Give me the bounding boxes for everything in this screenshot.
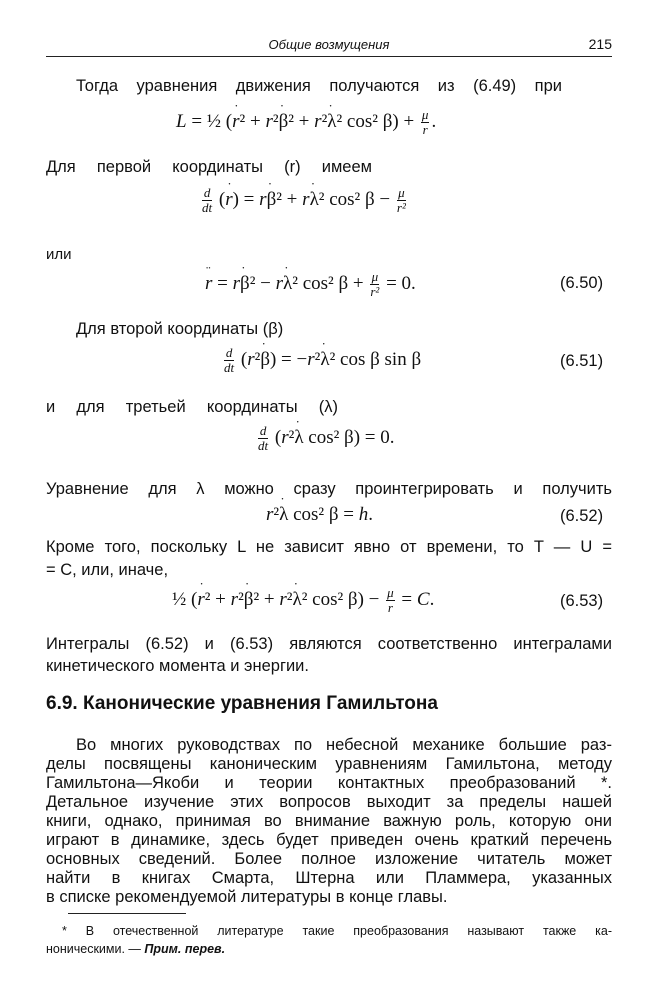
page-header <box>46 34 612 57</box>
section-title: Канонические уравнения Гамильтона <box>82 693 438 714</box>
text-line-6: Уравнение для λ можно сразу проинтегрировать и получить <box>46 480 612 498</box>
text-line-2: Для первой координаты (r) имеем <box>46 158 372 176</box>
equation-number-6-51: (6.51) <box>560 352 604 370</box>
paragraph-line: в списке рекомендуемой литературы в конце главы. <box>46 888 448 906</box>
equation-6-52: r²λ ˙ cos² β = h. <box>266 504 373 526</box>
equation-6-53: ½ (r ˙² + r²β ˙² + r²λ ˙² cos² β) − $\frac{\mu}{r}$ = C. <box>172 586 434 615</box>
paragraph-line: Во многих руководствах по небесной механике большие раз- <box>76 736 612 754</box>
equation-first-coordinate: $\frac{d}{dt}$ (r ˙) = rβ ˙² + rλ ˙² cos² β − $\frac{\mu}{\text{r²}}$ <box>200 186 408 215</box>
equation-number-6-52: (6.52) <box>560 507 604 525</box>
equation-third-coordinate: $\frac{d}{dt}$ (r²λ ˙ cos² β) = 0. <box>256 424 395 453</box>
footnote-text: ноническими. — <box>46 942 141 956</box>
text-line-8: = C, или, иначе, <box>46 561 169 579</box>
paragraph-line: играют в динамике, здесь будет приведен очень краткий перечень <box>46 831 612 849</box>
text-line-7: Кроме того, поскольку L не зависит явно от времени, то T — U = <box>46 538 612 556</box>
footnote-line-1: * В отечественной литературе такие преобразования называют также ка- <box>62 924 612 938</box>
section-heading <box>46 693 438 715</box>
footnote-translator-note: Прим. перев. <box>144 942 226 956</box>
section-number: 6.9. <box>46 693 78 714</box>
text-line-1: Тогда уравнения движения получаются из (6.49) при <box>76 77 562 95</box>
page-number: 215 <box>588 36 612 52</box>
equation-number-6-50: (6.50) <box>560 274 604 292</box>
text-line-9: Интегралы (6.52) и (6.53) являются соответственно интегралами <box>46 635 612 653</box>
footnote-divider <box>68 913 186 914</box>
paragraph-line: найти в книгах Смарта, Штерна или Пламмера, указанных <box>46 869 612 887</box>
equation-number-6-53: (6.53) <box>560 592 604 610</box>
equation-6-50: r ¨ = rβ ˙² − rλ ˙² cos² β + $\frac{\mu}{\text{r²}}$ = 0. <box>205 270 416 299</box>
paragraph-line: Детальное изучение этих вопросов выходит за пределы нашей <box>46 793 612 811</box>
paragraph-line: Гамильтона—Якоби и теории контактных преобразований *. <box>46 774 612 792</box>
text-line-5: и для третьей координаты (λ) <box>46 398 338 416</box>
equation-lagrangian: L = ½ (r ˙² + r²β ˙² + r²λ ˙² cos² β) + $\frac{\mu}{r}$ . <box>176 108 436 137</box>
paragraph-line: книги, однако, принимая во внимание важную роль, которую они <box>46 812 612 830</box>
footnote-line-2 <box>46 942 225 956</box>
paragraph-line: делы посвящены каноническим уравнениям Гамильтона, методу <box>46 755 612 773</box>
text-line-10: кинетического момента и энергии. <box>46 657 309 675</box>
paragraph-line: основных сведений. Более полное изложение читатель может <box>46 850 612 868</box>
text-line-4: Для второй координаты (β) <box>76 320 284 338</box>
text-line-3: или <box>46 246 72 263</box>
equation-6-51: $\frac{d}{dt}$ (r²β ˙) = −r²λ ˙² cos β sin β <box>222 346 421 375</box>
running-title: Общие возмущения <box>268 37 390 52</box>
